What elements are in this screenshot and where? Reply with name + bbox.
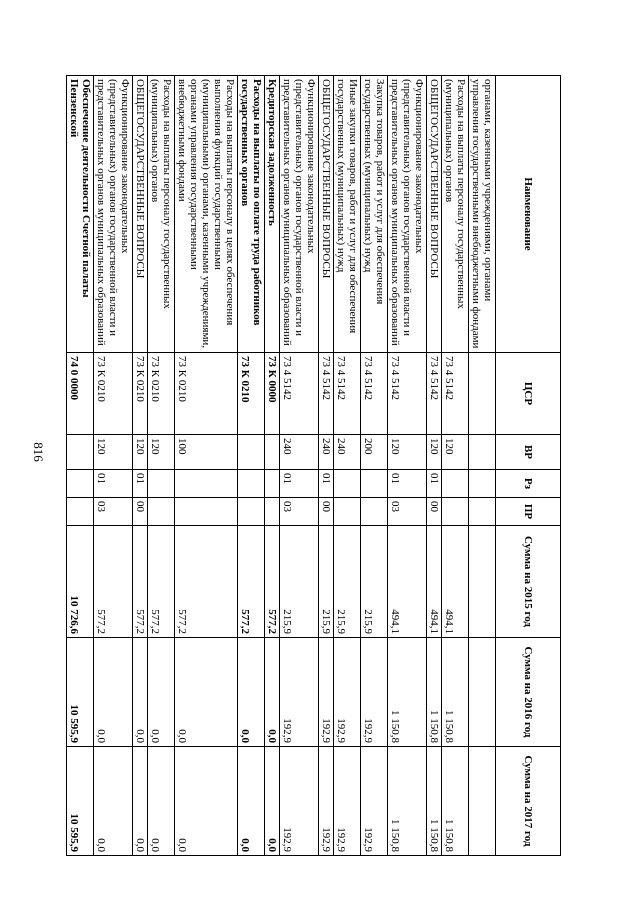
cell-pr bbox=[334, 498, 361, 526]
cell-csr: 73 4 5142 bbox=[442, 353, 469, 435]
cell-name: ОБЩЕГОСУДАРСТВЕННЫЕ ВОПРОСЫ bbox=[427, 76, 442, 353]
header-pr: ПР bbox=[496, 498, 561, 526]
cell-pr: 03 bbox=[94, 498, 133, 526]
cell-sum-2017 bbox=[469, 747, 496, 856]
header-sum-2017: Сумма на 2017 год bbox=[496, 747, 561, 856]
cell-vr: 200 bbox=[361, 435, 388, 470]
table-row bbox=[148, 76, 175, 856]
cell-rz: 01 bbox=[319, 470, 334, 498]
cell-pr bbox=[148, 498, 175, 526]
cell-pr: 00 bbox=[427, 498, 442, 526]
cell-rz bbox=[67, 470, 94, 498]
cell-sum-2017: 192,9 bbox=[280, 747, 319, 856]
table-row bbox=[94, 76, 133, 856]
cell-sum-2015: 577,2 bbox=[133, 526, 148, 638]
cell-csr: 73 К 0210 bbox=[133, 353, 148, 435]
cell-sum-2015: 577,2 bbox=[94, 526, 133, 638]
cell-sum-2016: 0,0 bbox=[238, 638, 265, 747]
cell-vr: 120 bbox=[442, 435, 469, 470]
cell-pr: 03 bbox=[388, 498, 427, 526]
cell-csr: 73 4 5142 bbox=[280, 353, 319, 435]
table-row bbox=[238, 76, 265, 856]
cell-pr bbox=[238, 498, 265, 526]
cell-name: Функционирование законодательных (представительных) органов государственной власти и представительных органов муниципальных образований bbox=[94, 76, 133, 353]
cell-sum-2016: 10 595,9 bbox=[67, 638, 94, 747]
cell-sum-2015: 577,2 bbox=[148, 526, 175, 638]
cell-csr bbox=[469, 353, 496, 435]
cell-rz: 01 bbox=[388, 470, 427, 498]
table-row bbox=[319, 76, 334, 856]
table-row bbox=[265, 76, 280, 856]
table-row bbox=[427, 76, 442, 856]
table-row bbox=[280, 76, 319, 856]
cell-sum-2015: 494,1 bbox=[427, 526, 442, 638]
cell-csr: 73 4 5142 bbox=[319, 353, 334, 435]
cell-name: Иные закупки товаров, работ и услуг для обеспечения государственных (муниципальных) нужд bbox=[334, 76, 361, 353]
cell-sum-2017: 0,0 bbox=[175, 747, 238, 856]
cell-sum-2017: 1 150,8 bbox=[427, 747, 442, 856]
cell-vr: 120 bbox=[148, 435, 175, 470]
cell-sum-2015: 215,9 bbox=[334, 526, 361, 638]
cell-pr bbox=[442, 498, 469, 526]
page-number: 816 bbox=[31, 442, 46, 462]
cell-sum-2015: 215,9 bbox=[280, 526, 319, 638]
table-row bbox=[442, 76, 469, 856]
cell-pr: 00 bbox=[133, 498, 148, 526]
cell-name: органами, казенными учреждениями, органами управления государственными внебюджетными фондами bbox=[469, 76, 496, 353]
cell-vr: 100 bbox=[175, 435, 238, 470]
cell-sum-2017: 0,0 bbox=[238, 747, 265, 856]
cell-sum-2016: 192,9 bbox=[361, 638, 388, 747]
cell-pr bbox=[265, 498, 280, 526]
header-name: Наименование bbox=[496, 76, 561, 353]
cell-rz bbox=[238, 470, 265, 498]
cell-sum-2016 bbox=[469, 638, 496, 747]
cell-sum-2016: 1 150,8 bbox=[427, 638, 442, 747]
table-row bbox=[67, 76, 94, 856]
cell-sum-2016: 0,0 bbox=[175, 638, 238, 747]
cell-name: ОБЩЕГОСУДАРСТВЕННЫЕ ВОПРОСЫ bbox=[133, 76, 148, 353]
cell-sum-2015: 577,2 bbox=[175, 526, 238, 638]
cell-rz bbox=[469, 470, 496, 498]
header-csr: ЦСР bbox=[496, 353, 561, 435]
cell-sum-2016: 0,0 bbox=[133, 638, 148, 747]
cell-sum-2017: 0,0 bbox=[94, 747, 133, 856]
cell-sum-2016: 192,9 bbox=[319, 638, 334, 747]
budget-table-container bbox=[68, 75, 561, 855]
cell-pr bbox=[361, 498, 388, 526]
cell-vr bbox=[238, 435, 265, 470]
cell-vr: 120 bbox=[94, 435, 133, 470]
cell-sum-2015: 494,1 bbox=[442, 526, 469, 638]
cell-vr: 120 bbox=[427, 435, 442, 470]
cell-rz bbox=[361, 470, 388, 498]
table-row bbox=[361, 76, 388, 856]
cell-csr: 73 4 5142 bbox=[388, 353, 427, 435]
cell-vr: 240 bbox=[280, 435, 319, 470]
budget-table bbox=[66, 75, 561, 856]
cell-sum-2016: 192,9 bbox=[334, 638, 361, 747]
cell-name: Расходы на выплаты по оплате труда работников государственных органов bbox=[238, 76, 265, 353]
cell-sum-2017: 10 595,9 bbox=[67, 747, 94, 856]
cell-vr: 120 bbox=[388, 435, 427, 470]
cell-vr: 240 bbox=[319, 435, 334, 470]
cell-csr: 73 К 0210 bbox=[94, 353, 133, 435]
table-row bbox=[133, 76, 148, 856]
table-row bbox=[175, 76, 238, 856]
cell-csr: 73 4 5142 bbox=[427, 353, 442, 435]
table-row bbox=[469, 76, 496, 856]
cell-rz: 01 bbox=[133, 470, 148, 498]
cell-pr: 03 bbox=[280, 498, 319, 526]
cell-rz bbox=[265, 470, 280, 498]
cell-sum-2016: 0,0 bbox=[94, 638, 133, 747]
cell-sum-2017: 192,9 bbox=[319, 747, 334, 856]
cell-sum-2015: 215,9 bbox=[319, 526, 334, 638]
cell-sum-2016: 192,9 bbox=[280, 638, 319, 747]
cell-sum-2016: 0,0 bbox=[265, 638, 280, 747]
cell-csr: 73 4 5142 bbox=[361, 353, 388, 435]
cell-name: Закупка товаров, работ и услуг для обеспечения государственных (муниципальных) нужд bbox=[361, 76, 388, 353]
cell-rz bbox=[148, 470, 175, 498]
cell-name: Функционирование законодательных (представительных) органов государственной власти и представительных органов муниципальных образований bbox=[280, 76, 319, 353]
cell-pr: 00 bbox=[319, 498, 334, 526]
cell-rz: 01 bbox=[427, 470, 442, 498]
cell-sum-2015: 215,9 bbox=[361, 526, 388, 638]
cell-sum-2017: 192,9 bbox=[334, 747, 361, 856]
cell-csr: 73 К 0210 bbox=[238, 353, 265, 435]
cell-vr bbox=[265, 435, 280, 470]
table-body bbox=[67, 76, 496, 856]
cell-pr bbox=[469, 498, 496, 526]
cell-rz bbox=[334, 470, 361, 498]
cell-name: Расходы на выплаты персоналу государственных (муниципальных) органов bbox=[148, 76, 175, 353]
cell-sum-2015: 494,1 bbox=[388, 526, 427, 638]
cell-csr: 74 0 0000 bbox=[67, 353, 94, 435]
cell-sum-2016: 0,0 bbox=[148, 638, 175, 747]
cell-vr: 240 bbox=[334, 435, 361, 470]
cell-sum-2016: 1 150,8 bbox=[442, 638, 469, 747]
header-rz: Рз bbox=[496, 470, 561, 498]
cell-rz: 01 bbox=[280, 470, 319, 498]
cell-name: Обеспечение деятельности Счетной палаты Пензенской bbox=[67, 76, 94, 353]
cell-vr bbox=[469, 435, 496, 470]
table-row bbox=[388, 76, 427, 856]
cell-sum-2015: 10 726,6 bbox=[67, 526, 94, 638]
cell-sum-2015: 577,2 bbox=[265, 526, 280, 638]
cell-csr: 73 К 0210 bbox=[148, 353, 175, 435]
cell-name: Расходы на выплаты персоналу государственных (муниципальных) органов bbox=[442, 76, 469, 353]
cell-sum-2017: 0,0 bbox=[133, 747, 148, 856]
cell-csr: 73 К 0210 bbox=[175, 353, 238, 435]
cell-sum-2017: 0,0 bbox=[265, 747, 280, 856]
cell-sum-2017: 1 150,8 bbox=[442, 747, 469, 856]
cell-sum-2015: 577,2 bbox=[238, 526, 265, 638]
cell-name: ОБЩЕГОСУДАРСТВЕННЫЕ ВОПРОСЫ bbox=[319, 76, 334, 353]
cell-vr: 120 bbox=[133, 435, 148, 470]
cell-csr: 73 К 0000 bbox=[265, 353, 280, 435]
cell-sum-2017: 0,0 bbox=[148, 747, 175, 856]
cell-vr bbox=[67, 435, 94, 470]
cell-csr: 73 4 5142 bbox=[334, 353, 361, 435]
cell-pr bbox=[175, 498, 238, 526]
cell-rz bbox=[175, 470, 238, 498]
cell-sum-2015 bbox=[469, 526, 496, 638]
cell-sum-2017: 1 150,8 bbox=[388, 747, 427, 856]
cell-rz bbox=[442, 470, 469, 498]
cell-rz: 01 bbox=[94, 470, 133, 498]
cell-name: Расходы на выплаты персоналу в целях обеспечения выполнения функций государственными (муниципальными) органами, казенными учреждениями, органами управления государственными внебюджетными фондами bbox=[175, 76, 238, 353]
cell-pr bbox=[67, 498, 94, 526]
table-row bbox=[334, 76, 361, 856]
header-vr: ВР bbox=[496, 435, 561, 470]
cell-sum-2017: 192,9 bbox=[361, 747, 388, 856]
cell-sum-2016: 1 150,8 bbox=[388, 638, 427, 747]
table-header-row bbox=[496, 76, 561, 856]
header-sum-2016: Сумма на 2016 год bbox=[496, 638, 561, 747]
header-sum-2015: Сумма на 2015 год bbox=[496, 526, 561, 638]
cell-name: Кредиторская задолженность bbox=[265, 76, 280, 353]
cell-name: Функционирование законодательных (представительных) органов государственной власти и представительных органов муниципальных образований bbox=[388, 76, 427, 353]
